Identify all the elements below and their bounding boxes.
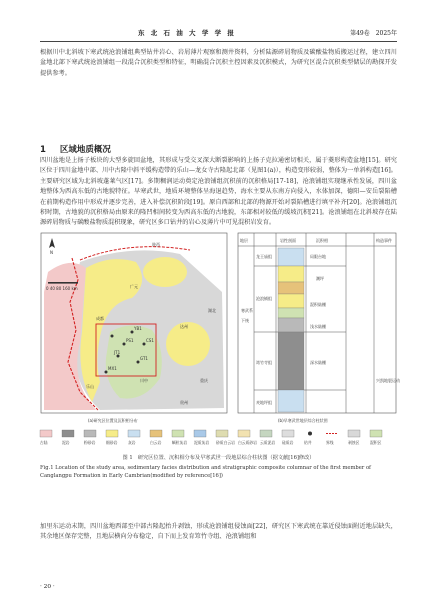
clastic-region-north bbox=[143, 257, 187, 287]
legend-swatch bbox=[40, 430, 52, 437]
map-panel bbox=[41, 233, 227, 413]
well-label-mx1: MX1 bbox=[108, 366, 117, 371]
legend-label: 砂质白云岩 bbox=[216, 440, 235, 445]
map-label-dazhou: 达州 bbox=[180, 324, 188, 329]
legend-swatch bbox=[238, 430, 250, 437]
facies-deep-shelf: 深水陆棚 bbox=[310, 360, 326, 365]
legend-swatch bbox=[194, 430, 206, 437]
facies-restricted-platform: 局限台地 bbox=[310, 254, 326, 259]
column-header-lithology: 岩性剖面 bbox=[280, 238, 296, 243]
well-marker bbox=[111, 335, 114, 338]
clastic-region-east bbox=[166, 322, 210, 366]
well-label-gt1: GT1 bbox=[140, 356, 148, 361]
legend-swatch bbox=[128, 430, 140, 437]
journal-title: 东 北 石 油 大 学 学 报 bbox=[138, 29, 236, 37]
well-label-jt1: JT1 bbox=[114, 350, 121, 355]
legend-swatch bbox=[260, 430, 272, 437]
map-label-shaanxi: 陕西 bbox=[152, 242, 160, 247]
running-header bbox=[40, 28, 397, 40]
volume-info: 第49卷 2025年 bbox=[350, 30, 397, 37]
scale-bar bbox=[48, 282, 78, 284]
lithology-block bbox=[278, 332, 304, 390]
legend-swatch bbox=[84, 430, 96, 437]
legend-label: 鲕粒灰岩 bbox=[172, 440, 188, 445]
lithology-block bbox=[278, 308, 304, 318]
scale-label: 0 40 80 160 km bbox=[46, 286, 78, 291]
figure-legend bbox=[40, 430, 382, 445]
map-label-guizhou: 贵州 bbox=[180, 400, 188, 405]
page-number: · 20 · bbox=[40, 584, 55, 590]
tectonic-event: 兴凯地裂运动 bbox=[376, 378, 400, 383]
legend-label: 白云岩 bbox=[150, 440, 162, 445]
legend-swatch bbox=[370, 430, 382, 437]
lithology-block bbox=[278, 266, 304, 282]
legend-well-icon bbox=[308, 432, 312, 436]
facies-tidal-flat: 潮坪 bbox=[316, 276, 324, 281]
legend-swatch bbox=[62, 430, 74, 437]
legend-label: 白云质砂岩 bbox=[238, 440, 257, 445]
figure-caption-zh: 图 1 研究区位置、沉积相分布及早寒武世一段地层综合柱状图（据文献[16]修改） bbox=[122, 455, 315, 461]
map-label-chongqing: 重庆 bbox=[200, 378, 208, 383]
formation-qiongzhusi: 筇竹寺组 bbox=[256, 360, 272, 365]
panel-b-caption: (b)早寒武世地层综合柱状图 bbox=[278, 418, 328, 423]
formation-canglangpu: 沧浪铺组 bbox=[256, 296, 272, 301]
header-rule bbox=[40, 41, 397, 42]
figure-1 bbox=[40, 232, 400, 492]
section-title: 区域地质概况 bbox=[59, 145, 111, 155]
formation-maidiping: 麦地坪组 bbox=[256, 400, 272, 405]
legend-swatch bbox=[216, 430, 228, 437]
well-label-yb1: YB1 bbox=[134, 326, 142, 331]
figure-graphic bbox=[40, 232, 400, 492]
facies-mixed-shelf: 混积陆棚 bbox=[310, 302, 326, 307]
system-label: 寒武系 bbox=[241, 308, 253, 313]
legend-label: 灰岩 bbox=[128, 440, 136, 445]
map-label-chengdu: 成都 bbox=[96, 316, 104, 321]
column-header-facies: 沉积相 bbox=[316, 238, 328, 243]
legend-label: 细砂岩 bbox=[106, 440, 118, 445]
lithology-block bbox=[278, 294, 304, 308]
map-label-guangyuan: 广元 bbox=[130, 284, 138, 289]
legend-label: 粉砂岩 bbox=[84, 440, 96, 445]
legend-swatch bbox=[348, 430, 360, 437]
lithology-block bbox=[278, 390, 304, 412]
figure-caption-en: Fig.1 Location of the study area, sedimentary facies distribution and stratigraphic composite columnar of the first member of Canglangpu Formation in Early Cambrian(modified by reference[16]) bbox=[40, 465, 371, 479]
column-header-tectonic: 构造事件 bbox=[376, 238, 392, 243]
legend-label: 硅质岩 bbox=[282, 440, 294, 445]
map-label-chuanzhong: 川中 bbox=[140, 378, 148, 383]
section-heading bbox=[40, 143, 111, 155]
section-paragraph: 四川盆地是上扬子板块的大型多旋回盆地，其形成与受交叉深大断裂影响的上扬子克拉通密切相关，属于菱形构造盆地[15]。研究区位于四川盆地中部、川中古隆中斜平缓构造带的乐山—龙女寺古隆起北部（见图1(a)），构造变形较弱，整体为一单斜构造[16]。主要研究区域为北斜坡蓬莱气区[17]。多期稠润运动奠定沧浪铺组沉积前的沉积格局[17-18]，沧浪铺组实现继承性发展，四川盆地整体为西高东低的古地貌特征。早寒武世，地质环境整体呈海退趋势，海水主要从东南方向侵入，水体加深，德阳—安岳裂陷槽在前期构造作用中形成并逐步完善，进入补偿沉积阶段[19]。原自西部和北部的物源开始对裂陷槽进行填平补齐[20]。沧浪铺组沉积时期，古地貌的沉积格局由原来的隆凹相间转变为西高东低的古地貌，东部相对较低的缓坡沉积[21]。沧浪铺组在北斜坡存在陆源碎屑物质与碳酸盐物质混积现象，研究区多口钻井的岩心及薄片中可见混积岩发育。 bbox=[40, 157, 397, 227]
formation-longwangmiao: 龙王庙组 bbox=[256, 254, 272, 259]
north-label: N bbox=[50, 250, 53, 255]
stratigraphic-column-panel bbox=[238, 233, 400, 413]
map-label-hubei: 湖北 bbox=[208, 308, 216, 313]
panel-a-caption: (a)研究区位置及沉积相分布 bbox=[88, 418, 138, 423]
map-label-leshan: 乐山 bbox=[86, 384, 94, 389]
well-label-cs1: CS1 bbox=[146, 338, 154, 343]
bottom-paragraph: 加里东运动末期，四川盆地西部至中部古隆起抬升剥蚀，形成沧浪铺组侵蚀面[22]，研究区下寒武统在靠近侵蚀面附近地层缺失，其余地区保存完整，且地层横向分布稳定，自下而上发育筇竹寺组、沧浪铺组和 bbox=[40, 523, 397, 541]
legend-label: 古陆 bbox=[40, 440, 48, 445]
legend-label: 钻井 bbox=[304, 440, 312, 445]
legend-swatch bbox=[150, 430, 162, 437]
intro-paragraph: 根据川中北斜坡下寒武统沧浪铺组典型钻井岩心、岩屑薄片观察和测井资料，分析陆源碎屑物质及碳酸盐物质搬运过程，建立四川盆地北部下寒武统沧浪铺组一段混合沉积类型和特征，明确混合沉积主控因素及沉积模式，为研究区混合沉积类型储层的勘探开发提供参考。 bbox=[40, 49, 397, 77]
facies-shallow-shelf: 浅水陆棚 bbox=[310, 324, 326, 329]
legend-label: 混积区 bbox=[370, 440, 382, 445]
well-label-ps1: PS1 bbox=[126, 338, 134, 343]
legend-label: 泥质灰岩 bbox=[194, 440, 210, 445]
lithology-block bbox=[278, 248, 304, 266]
legend-label: 泥岩 bbox=[62, 440, 70, 445]
legend-label: 剥蚀区 bbox=[348, 440, 360, 445]
legend-swatch bbox=[172, 430, 184, 437]
column-header-strata: 地层 bbox=[240, 238, 248, 243]
legend-swatch bbox=[282, 430, 294, 437]
legend-label: 云质泥岩 bbox=[260, 440, 276, 445]
lithology-block bbox=[278, 318, 304, 332]
legend-label: 界线 bbox=[326, 440, 334, 445]
legend-swatch bbox=[106, 430, 118, 437]
series-label: 下统 bbox=[241, 318, 249, 323]
lithology-block bbox=[278, 282, 304, 294]
column-frame bbox=[238, 233, 396, 413]
section-number: 1 bbox=[40, 145, 46, 155]
